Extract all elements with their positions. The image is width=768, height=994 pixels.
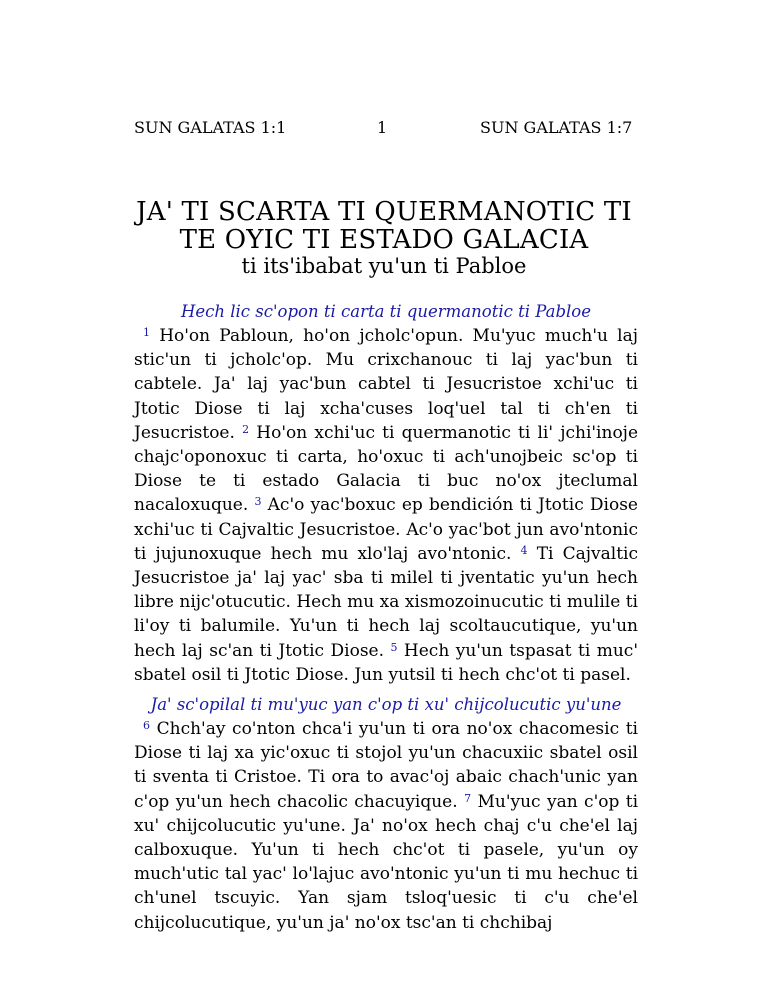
verse-number: 3 [254,495,262,509]
verse-text: Ho'on Pabloun, ho'on jcholc'opun. Mu'yuc much'u laj stic'un ti jcholc'op. Mu crixchanouc ti laj yac'bun ti cabtele. Ja' laj yac'bun cabtel ti Jesucristoe xchi'uc ti Jtotic Diose ti laj xcha'cuses loq'uel tal ti ch'en ti Jesucristoe. [134,326,638,443]
section-heading: Ja' sc'opilal ti mu'yuc yan c'op ti xu' chijcolucutic yu'une [150,695,622,715]
verse-text: Ho'on xchi'uc ti quermanotic ti li' jchi'inoje chajc'oponoxuc ti carta, ho'oxuc ti ach'unojbeic sc'op ti Diose te ti estado Galacia ti buc no'ox jteclumal nacaloxuque. [134,422,639,516]
verse-text: Hech yu'un tspasat ti muc' sbatel osil ti Jtotic Diose. Jun yutsil ti hech chc'ot ti pasel. [134,640,638,685]
verse-number: 6 [143,719,150,733]
verse-text: Chch'ay co'nton chca'i yu'un ti ora no'ox chacomesic ti Diose ti laj xa yic'oxuc ti stojol yu'un chacuxiic sbatel osil ti sventa ti Cristoe. Ti ora to avac'oj abaic chach'unic yan c'op yu'un hech chacolic chacuyique. [134,719,638,812]
verse-number: 7 [464,791,472,805]
book-title-line-1: JA' TI SCARTA TI QUERMANOTIC TI [136,197,632,227]
page-number: 1 [377,118,388,137]
main-text [134,300,638,935]
verse-number: 2 [242,422,250,436]
book-title-line-2: TE OYIC TI ESTADO GALACIA [179,225,589,255]
header-left-reference: SUN GALATAS 1:1 [134,118,287,137]
paragraph [134,324,638,687]
book-subtitle: ti its'ibabat yu'un ti Pabloe [241,254,527,278]
running-header [0,118,768,142]
section-heading: Hech lic sc'opon ti carta ti quermanotic ti Pabloe [180,302,591,321]
verse-text: Ti Cajvaltic Jesucristoe ja' laj yac' sba ti milel ti jventatic yu'un hech libre nijc'otucutic. Hech mu xa xismozoinucutic ti mulile ti li'oy ti balumile. Yu'un ti hech laj scoltaucutique, yu'un hech laj sc'an ti Jtotic Diose. [134,543,638,661]
verse-text: Mu'yuc yan c'op ti xu' chijcolucutic yu'une. Ja' no'ox hech chaj c'u che'el laj calboxuque. Yu'un ti hech chc'ot ti pasele, yu'un oy much'utic tal yac' lo'lajuc avo'ntonic yu'un ti mu hechuc ti ch'unel tscuyic. Yan sjam tsloq'uesic ti c'u che'el chijcolucutique, yu'un ja' no'ox tsc'an ti chchibaj [134,791,639,933]
verse-number: 5 [390,640,398,654]
verse-number: 4 [520,543,528,557]
verse-number: 1 [143,326,150,339]
paragraph [134,717,638,935]
book-title-block [0,198,768,278]
header-right-reference: SUN GALATAS 1:7 [480,118,633,137]
verse-text: Ac'o yac'boxuc ep bendición ti Jtotic Diose xchi'uc ti Cajvaltic Jesucristoe. Ac'o yac'bot jun avo'ntonic ti jujunoxuque hech mu xlo'laj avo'ntonic. [134,495,638,564]
